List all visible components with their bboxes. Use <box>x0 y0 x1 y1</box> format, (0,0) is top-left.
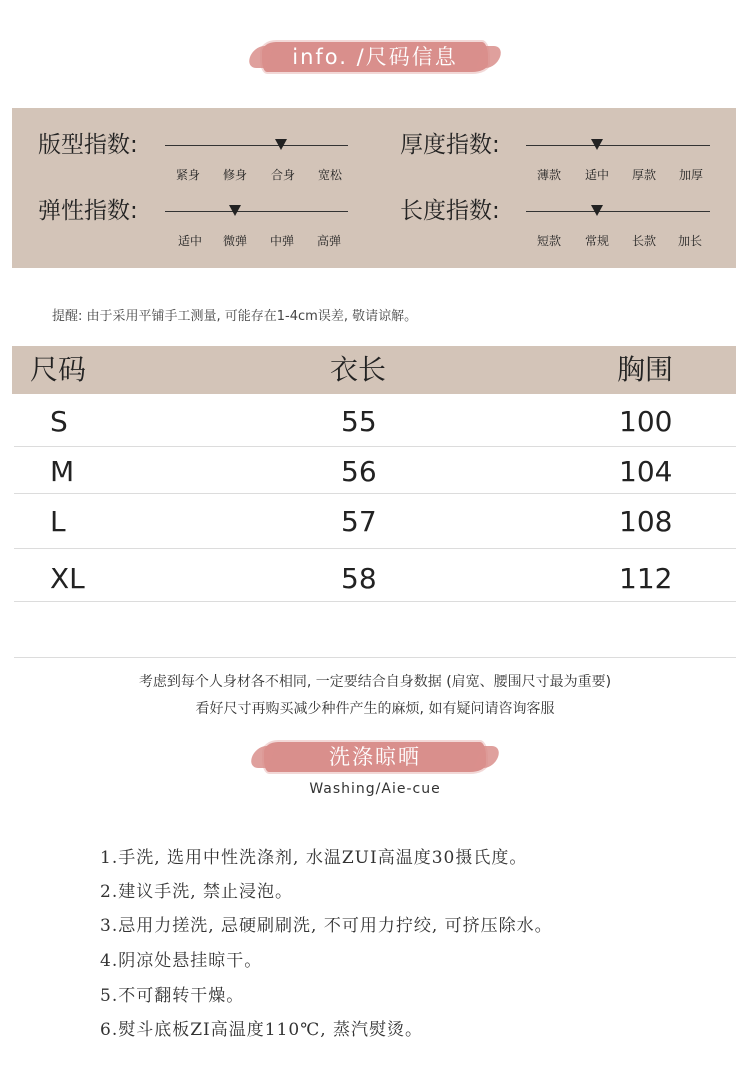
length-index-label: 长度指数: <box>400 198 500 224</box>
wash-instruction: 6.熨斗底板ZI高温度110℃, 蒸汽熨烫。 <box>100 1020 424 1040</box>
cell-size: XL <box>50 562 85 595</box>
size-table-header <box>12 346 736 394</box>
length-option: 长款 <box>631 234 656 248</box>
table-row <box>14 549 736 602</box>
wash-instruction: 4.阴凉处悬挂晾干。 <box>100 951 263 971</box>
table-row <box>14 494 736 549</box>
cell-length: 58 <box>341 562 377 595</box>
cell-chest: 112 <box>619 562 673 595</box>
wash-title: 洗涤晾晒 <box>329 745 421 769</box>
cell-chest: 104 <box>619 455 673 488</box>
fit-option: 修身 <box>222 168 247 182</box>
advice-line: 看好尺寸再购买减少种件产生的麻烦, 如有疑问请咨询客服 <box>195 701 555 717</box>
fit-index-label: 版型指数: <box>38 132 138 158</box>
advice-line: 考虑到每个人身材各不相同, 一定要结合自身数据 (肩宽、腰围尺寸最为重要) <box>138 674 612 690</box>
length-index-line <box>526 211 710 212</box>
cell-size: L <box>50 505 66 538</box>
info-title: info. /尺码信息 <box>292 45 458 69</box>
cell-size: S <box>50 405 68 438</box>
length-index-marker <box>591 205 603 216</box>
header-size: 尺码 <box>30 353 87 386</box>
fit-index-marker <box>275 139 287 150</box>
table-row <box>14 394 736 447</box>
thickness-option: 厚款 <box>631 168 656 182</box>
thickness-option: 加厚 <box>678 168 703 182</box>
fit-option: 宽松 <box>317 168 342 182</box>
elasticity-option: 适中 <box>177 234 202 248</box>
wash-instruction: 3.忌用力搓洗, 忌硬刷刷洗, 不可用力拧绞, 可挤压除水。 <box>100 916 553 936</box>
length-option: 加长 <box>677 234 702 248</box>
measurement-note: 提醒: 由于采用平铺手工测量, 可能存在1-4cm误差, 敬请谅解。 <box>52 309 418 324</box>
cell-length: 55 <box>341 405 377 438</box>
divider <box>14 657 736 658</box>
header-length: 衣长 <box>330 353 387 386</box>
cell-length: 57 <box>341 505 377 538</box>
fit-option: 紧身 <box>175 168 200 182</box>
length-option: 常规 <box>584 234 609 248</box>
elasticity-option: 中弹 <box>269 234 294 248</box>
cell-chest: 108 <box>619 505 673 538</box>
fit-index-line <box>165 145 348 146</box>
elasticity-option: 高弹 <box>316 234 341 248</box>
cell-length: 56 <box>341 455 377 488</box>
elasticity-index-marker <box>229 205 241 216</box>
table-row <box>14 447 736 494</box>
wash-subtitle: Washing/Aie-cue <box>309 781 441 797</box>
length-option: 短款 <box>536 234 561 248</box>
fit-option: 合身 <box>270 168 295 182</box>
wash-instruction: 5.不可翻转干燥。 <box>100 986 245 1006</box>
elasticity-index-line <box>165 211 348 212</box>
wash-instruction: 2.建议手洗, 禁止浸泡。 <box>100 882 294 902</box>
thickness-option: 薄款 <box>536 168 561 182</box>
elasticity-index-label: 弹性指数: <box>38 198 138 224</box>
thickness-option: 适中 <box>584 168 609 182</box>
thickness-index-marker <box>591 139 603 150</box>
cell-size: M <box>50 455 75 488</box>
header-chest: 胸围 <box>617 353 674 386</box>
wash-instruction: 1.手洗, 选用中性洗涤剂, 水温ZUI高温度30摄氏度。 <box>100 848 528 868</box>
cell-chest: 100 <box>619 405 673 438</box>
thickness-index-line <box>526 145 710 146</box>
elasticity-option: 微弹 <box>222 234 247 248</box>
thickness-index-label: 厚度指数: <box>400 132 500 158</box>
